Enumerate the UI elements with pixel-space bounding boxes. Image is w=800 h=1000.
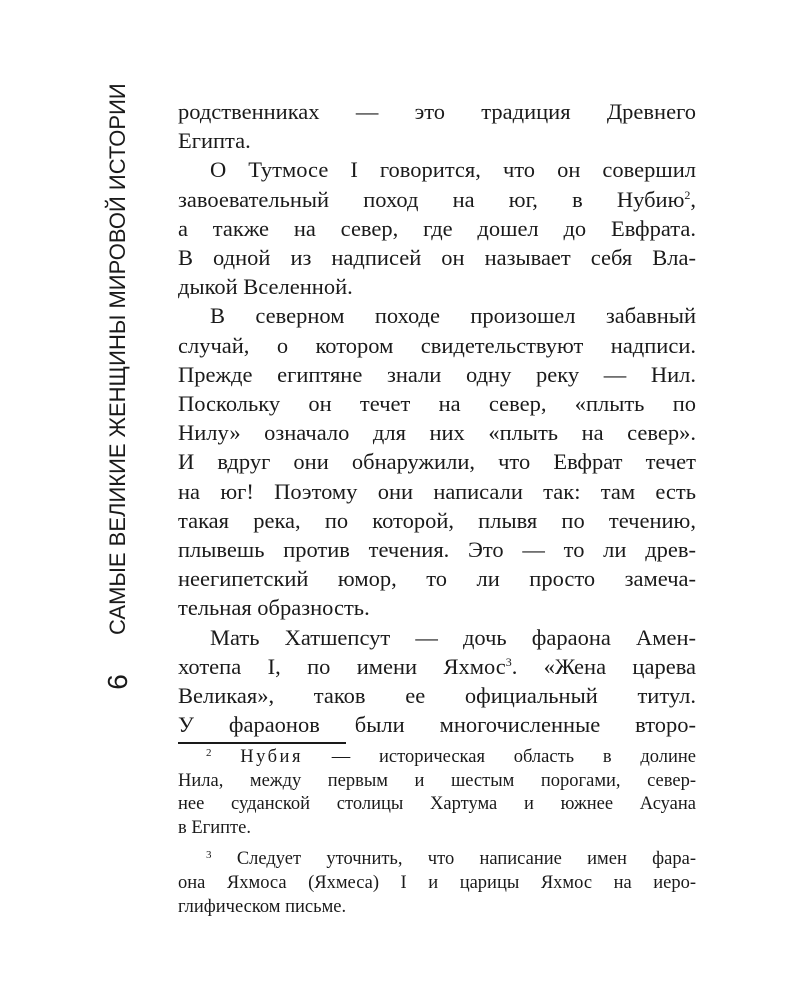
text-line: И вдруг они обнаружили, что Евфрат течет — [178, 449, 696, 475]
text-line: неегипетский юмор, то ли просто замеча- — [178, 566, 696, 592]
running-head — [98, 83, 138, 635]
text-line: Египта. — [178, 128, 251, 154]
paragraph-1 — [178, 97, 696, 155]
paragraph-3 — [178, 301, 696, 622]
text-fragment: завоевательный поход на юг, в Нубию — [178, 186, 685, 212]
text-line: на юг! Поэтому они написали так: там есть — [178, 478, 696, 504]
text-line: в Египте. — [178, 817, 251, 838]
text-line: дыкой Вселенной. — [178, 274, 353, 300]
text-line: нее суданской столицы Хартума и южнее Асуана — [178, 794, 696, 815]
text-fragment: . «Жена царева — [511, 653, 697, 679]
text-line: случай, о котором свидетельствуют надписи. — [178, 332, 696, 358]
text-fragment: — историческая область в долине — [331, 747, 697, 767]
text-line: плывешь против течения. Это — то ли древ- — [178, 537, 696, 563]
body-text — [178, 97, 696, 739]
text-line: Прежде египтяне знали одну реку — Нил. — [178, 361, 696, 387]
footnote-term: Нубия — [240, 747, 303, 767]
running-head-text: САМЫЕ ВЕЛИКИЕ ЖЕНЩИНЫ МИРОВОЙ ИСТОРИИ — [105, 83, 130, 635]
text-line: В северном походе произошел забавный — [210, 303, 696, 329]
text-line: Поскольку он течет на север, «плыть по — [178, 391, 696, 417]
text-fragment: хотепа I, по имени Яхмос — [178, 653, 506, 679]
footnote-2 — [178, 746, 696, 840]
text-line — [178, 185, 696, 214]
paragraph-4 — [178, 623, 696, 740]
footnote-marker: 2 — [206, 747, 212, 759]
footnote-ref-3[interactable]: 3 — [505, 654, 512, 669]
text-line — [178, 848, 696, 872]
text-line: Мать Хатшепсут — дочь фараона Амен- — [210, 624, 696, 650]
text-line: глифическом письме. — [178, 896, 347, 917]
text-line: Великая», таков ее официальный титул. — [178, 683, 696, 709]
page-number: 6 — [102, 674, 133, 690]
footnote-marker: 3 — [206, 849, 212, 862]
text-line: О Тутмосе I говорится, что он совершил — [210, 157, 696, 183]
text-fragment: Следует уточнить, что написание имен фара- — [236, 849, 696, 870]
footnote-ref-2[interactable]: 2 — [684, 187, 691, 202]
text-line — [178, 652, 696, 681]
text-line: У фараонов были многочисленные второ- — [178, 712, 696, 738]
text-line: тельная образность. — [178, 595, 370, 621]
text-line: она Яхмоса (Яхмеса) I и царицы Яхмос на иеро- — [178, 872, 696, 893]
text-line: такая река, по которой, плывя по течению, — [178, 507, 696, 533]
text-line: Нила, между первым и шестым порогами, север- — [178, 770, 696, 791]
text-fragment: , — [690, 186, 696, 212]
footnote-divider — [178, 742, 346, 744]
text-line — [178, 746, 696, 770]
paragraph-2 — [178, 155, 696, 301]
text-line: а также на север, где дошел до Евфрата. — [178, 215, 696, 241]
text-line: родственниках — это традиция Древнего — [178, 99, 696, 124]
text-line: Нилу» означало для них «плыть на север». — [178, 420, 696, 446]
footnotes — [178, 746, 696, 927]
footnote-3 — [178, 848, 696, 919]
text-line: В одной из надписей он называет себя Вла- — [178, 245, 696, 271]
